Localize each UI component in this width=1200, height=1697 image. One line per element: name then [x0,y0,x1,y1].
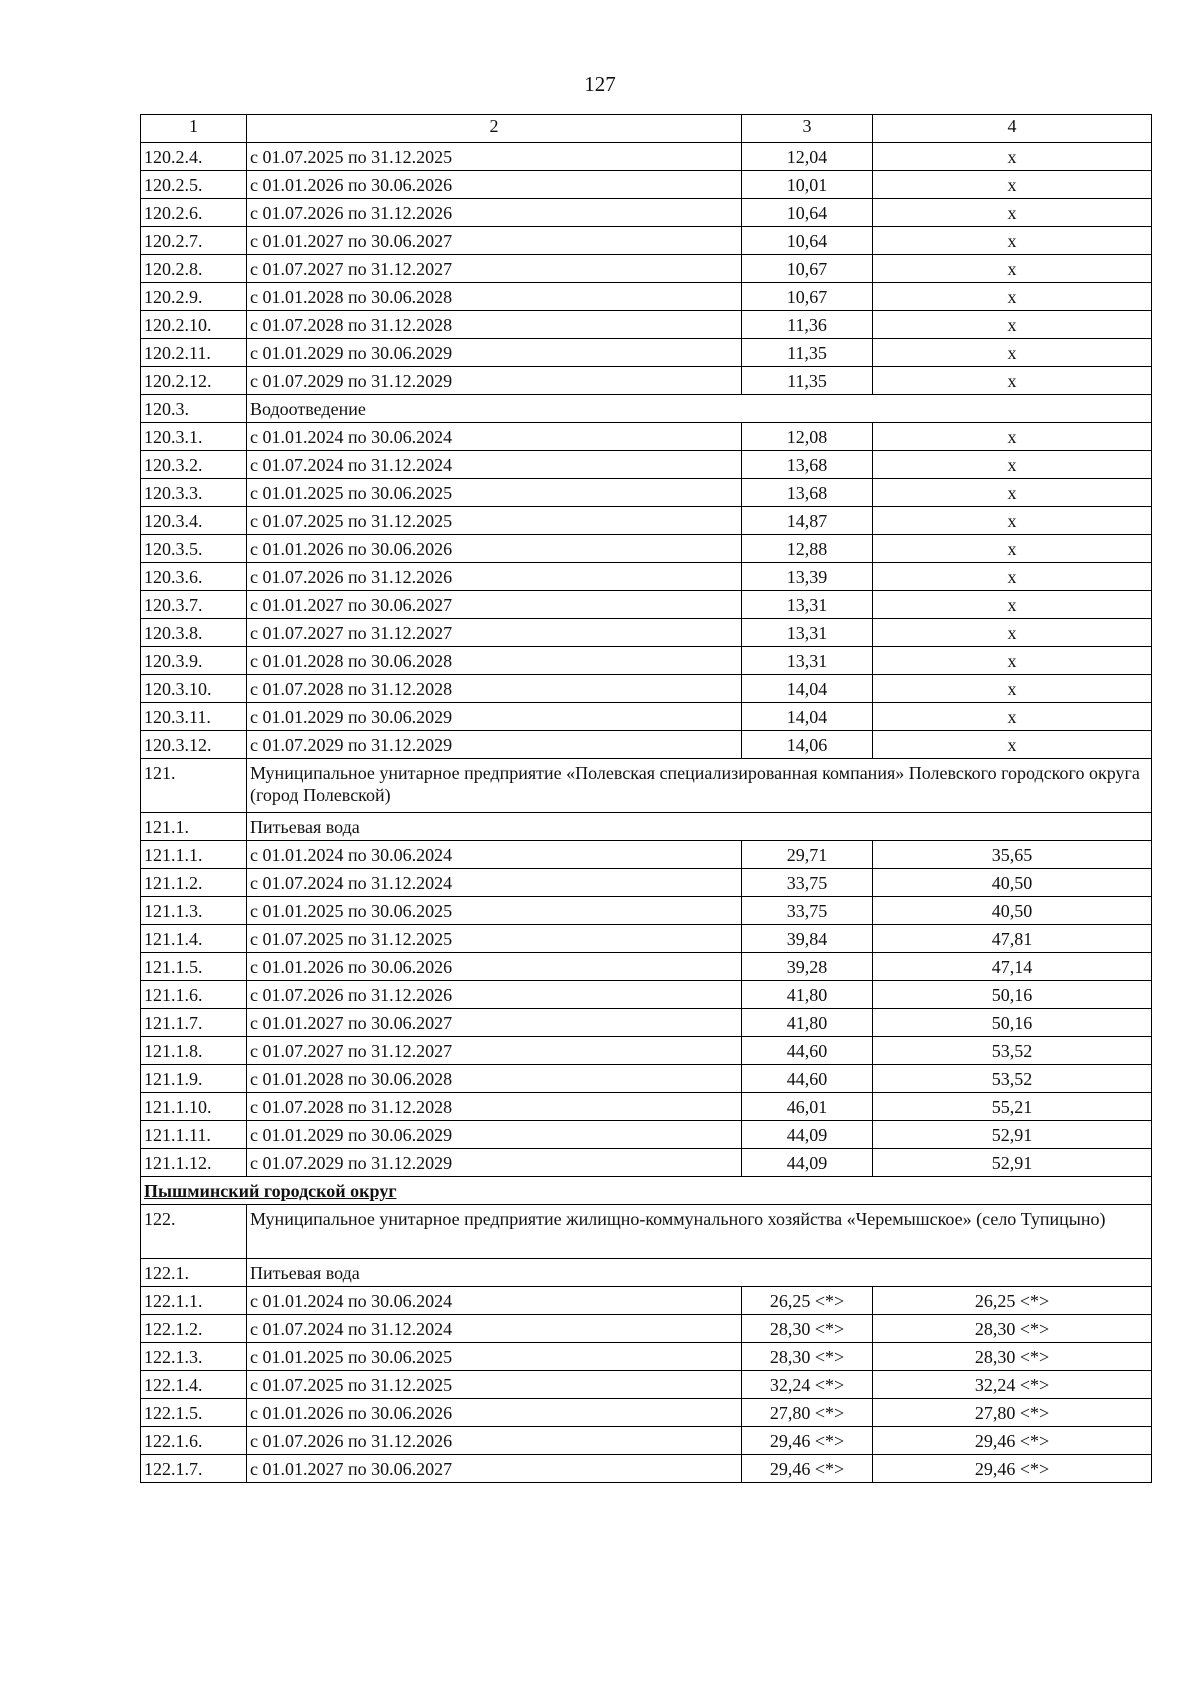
section-title-cell: Питьевая вода [247,813,1152,841]
value-cell-col3: 10,67 [742,283,873,311]
value-cell-col3: 44,60 [742,1037,873,1065]
row-number-cell: 120.3.10. [141,675,247,703]
row-number-cell: 120.3. [141,395,247,423]
header-cell: 4 [873,115,1152,143]
value-cell-col3: 13,31 [742,619,873,647]
value-cell-col4: 55,21 [873,1093,1152,1121]
section-row [141,395,1152,423]
table-row [141,451,1152,479]
organization-name-cell: Муниципальное унитарное предприятие «Полевская специализированная компания» Полевского городского округа (город Полевской) [247,759,1152,813]
period-cell: с 01.07.2025 по 31.12.2025 [247,925,742,953]
period-cell: с 01.07.2027 по 31.12.2027 [247,1037,742,1065]
table-row [141,479,1152,507]
table-row [141,1343,1152,1371]
period-cell: с 01.07.2029 по 31.12.2029 [247,731,742,759]
value-cell-col4: x [873,283,1152,311]
row-number-cell: 121.1.5. [141,953,247,981]
table-row [141,1371,1152,1399]
section-row [141,1259,1152,1287]
period-cell: с 01.07.2027 по 31.12.2027 [247,619,742,647]
value-cell-col4: 52,91 [873,1121,1152,1149]
row-number-cell: 121.1.8. [141,1037,247,1065]
value-cell-col4: x [873,143,1152,171]
table-row [141,953,1152,981]
table-row [141,283,1152,311]
period-cell: с 01.01.2024 по 30.06.2024 [247,423,742,451]
value-cell-col4: x [873,255,1152,283]
value-cell-col4: 26,25 <*> [873,1287,1152,1315]
district-name-cell: Пышминский городской округ [141,1177,1152,1205]
period-cell: с 01.01.2028 по 30.06.2028 [247,1065,742,1093]
table-row [141,1149,1152,1177]
value-cell-col4: x [873,675,1152,703]
period-cell: с 01.01.2025 по 30.06.2025 [247,897,742,925]
value-cell-col4: x [873,731,1152,759]
row-number-cell: 120.2.10. [141,311,247,339]
period-cell: с 01.07.2024 по 31.12.2024 [247,869,742,897]
row-number-cell: 122.1.4. [141,1371,247,1399]
value-cell-col4: x [873,199,1152,227]
value-cell-col3: 39,28 [742,953,873,981]
value-cell-col3: 11,35 [742,367,873,395]
row-number-cell: 121.1.11. [141,1121,247,1149]
period-cell: с 01.01.2024 по 30.06.2024 [247,841,742,869]
value-cell-col4: x [873,591,1152,619]
value-cell-col4: x [873,227,1152,255]
period-cell: с 01.07.2025 по 31.12.2025 [247,507,742,535]
table-row [141,703,1152,731]
period-cell: с 01.07.2025 по 31.12.2025 [247,1371,742,1399]
district-row [141,1177,1152,1205]
table-row [141,731,1152,759]
table-row [141,1093,1152,1121]
row-number-cell: 120.2.4. [141,143,247,171]
table-row [141,869,1152,897]
period-cell: с 01.07.2028 по 31.12.2028 [247,1093,742,1121]
value-cell-col3: 13,31 [742,591,873,619]
value-cell-col3: 14,04 [742,703,873,731]
row-number-cell: 122.1.5. [141,1399,247,1427]
table-row [141,1065,1152,1093]
table-row [141,981,1152,1009]
table-row [141,619,1152,647]
value-cell-col3: 27,80 <*> [742,1399,873,1427]
period-cell: с 01.07.2025 по 31.12.2025 [247,143,742,171]
row-number-cell: 120.3.5. [141,535,247,563]
value-cell-col3: 14,04 [742,675,873,703]
row-number-cell: 120.3.4. [141,507,247,535]
header-cell: 1 [141,115,247,143]
value-cell-col4: 50,16 [873,981,1152,1009]
row-number-cell: 121.1. [141,813,247,841]
value-cell-col3: 12,88 [742,535,873,563]
header-cell: 2 [247,115,742,143]
row-number-cell: 120.3.3. [141,479,247,507]
row-number-cell: 120.3.12. [141,731,247,759]
row-number-cell: 120.3.11. [141,703,247,731]
period-cell: с 01.07.2026 по 31.12.2026 [247,199,742,227]
period-cell: с 01.01.2029 по 30.06.2029 [247,703,742,731]
value-cell-col4: 35,65 [873,841,1152,869]
table-row [141,1121,1152,1149]
value-cell-col3: 33,75 [742,897,873,925]
row-number-cell: 121.1.7. [141,1009,247,1037]
period-cell: с 01.01.2027 по 30.06.2027 [247,591,742,619]
table-row [141,841,1152,869]
row-number-cell: 120.2.5. [141,171,247,199]
value-cell-col3: 12,08 [742,423,873,451]
row-number-cell: 120.3.8. [141,619,247,647]
value-cell-col3: 46,01 [742,1093,873,1121]
value-cell-col3: 29,71 [742,841,873,869]
header-cell: 3 [742,115,873,143]
period-cell: с 01.07.2026 по 31.12.2026 [247,563,742,591]
value-cell-col3: 33,75 [742,869,873,897]
row-number-cell: 120.2.11. [141,339,247,367]
period-cell: с 01.01.2027 по 30.06.2027 [247,1455,742,1483]
section-title-cell: Питьевая вода [247,1259,1152,1287]
table-row [141,1009,1152,1037]
table-row [141,423,1152,451]
period-cell: с 01.07.2024 по 31.12.2024 [247,451,742,479]
value-cell-col3: 44,60 [742,1065,873,1093]
value-cell-col3: 41,80 [742,981,873,1009]
period-cell: с 01.07.2028 по 31.12.2028 [247,675,742,703]
row-number-cell: 121.1.10. [141,1093,247,1121]
row-number-cell: 121.1.1. [141,841,247,869]
table-row [141,339,1152,367]
value-cell-col4: x [873,479,1152,507]
row-number-cell: 120.2.6. [141,199,247,227]
period-cell: с 01.07.2026 по 31.12.2026 [247,981,742,1009]
value-cell-col3: 41,80 [742,1009,873,1037]
table-row [141,1287,1152,1315]
value-cell-col3: 39,84 [742,925,873,953]
table-row [141,227,1152,255]
value-cell-col3: 13,68 [742,479,873,507]
value-cell-col4: 27,80 <*> [873,1399,1152,1427]
table-row [141,675,1152,703]
row-number-cell: 120.3.2. [141,451,247,479]
period-cell: с 01.07.2029 по 31.12.2029 [247,367,742,395]
value-cell-col3: 26,25 <*> [742,1287,873,1315]
period-cell: с 01.01.2028 по 30.06.2028 [247,283,742,311]
period-cell: с 01.01.2027 по 30.06.2027 [247,227,742,255]
row-number-cell: 121.1.12. [141,1149,247,1177]
table-row [141,171,1152,199]
table-row [141,255,1152,283]
table-row [141,199,1152,227]
row-number-cell: 120.3.9. [141,647,247,675]
period-cell: с 01.07.2026 по 31.12.2026 [247,1427,742,1455]
value-cell-col4: 40,50 [873,869,1152,897]
table-row [141,535,1152,563]
value-cell-col4: x [873,339,1152,367]
page-number: 127 [584,72,616,96]
value-cell-col3: 32,24 <*> [742,1371,873,1399]
value-cell-col4: x [873,647,1152,675]
period-cell: с 01.01.2025 по 30.06.2025 [247,479,742,507]
value-cell-col3: 29,46 <*> [742,1455,873,1483]
row-number-cell: 122. [141,1205,247,1259]
value-cell-col3: 14,06 [742,731,873,759]
section-title-cell: Водоотведение [247,395,1152,423]
value-cell-col4: 53,52 [873,1065,1152,1093]
row-number-cell: 120.2.7. [141,227,247,255]
value-cell-col4: 47,81 [873,925,1152,953]
value-cell-col4: 29,46 <*> [873,1427,1152,1455]
table-row [141,1427,1152,1455]
period-cell: с 01.07.2027 по 31.12.2027 [247,255,742,283]
table-row [141,367,1152,395]
value-cell-col4: x [873,703,1152,731]
value-cell-col3: 10,64 [742,199,873,227]
period-cell: с 01.01.2026 по 30.06.2026 [247,535,742,563]
value-cell-col3: 28,30 <*> [742,1343,873,1371]
row-number-cell: 120.2.8. [141,255,247,283]
period-cell: с 01.01.2026 по 30.06.2026 [247,171,742,199]
row-number-cell: 120.2.9. [141,283,247,311]
row-number-cell: 121.1.9. [141,1065,247,1093]
row-number-cell: 122.1.7. [141,1455,247,1483]
value-cell-col4: x [873,563,1152,591]
value-cell-col4: 50,16 [873,1009,1152,1037]
table-row [141,925,1152,953]
table-row [141,1315,1152,1343]
value-cell-col4: 47,14 [873,953,1152,981]
table-row [141,1037,1152,1065]
value-cell-col3: 28,30 <*> [742,1315,873,1343]
value-cell-col3: 10,67 [742,255,873,283]
row-number-cell: 121.1.6. [141,981,247,1009]
value-cell-col4: x [873,423,1152,451]
organization-name-cell: Муниципальное унитарное предприятие жилищно-коммунального хозяйства «Черемышское» (село Тупицыно) [247,1205,1152,1259]
table-row [141,647,1152,675]
row-number-cell: 121. [141,759,247,813]
value-cell-col4: x [873,451,1152,479]
period-cell: с 01.01.2028 по 30.06.2028 [247,647,742,675]
table-row [141,1399,1152,1427]
period-cell: с 01.01.2029 по 30.06.2029 [247,339,742,367]
table-header-row [141,115,1152,143]
value-cell-col4: 32,24 <*> [873,1371,1152,1399]
value-cell-col3: 12,04 [742,143,873,171]
period-cell: с 01.01.2026 по 30.06.2026 [247,953,742,981]
row-number-cell: 120.3.7. [141,591,247,619]
period-cell: с 01.01.2025 по 30.06.2025 [247,1343,742,1371]
value-cell-col3: 44,09 [742,1149,873,1177]
row-number-cell: 122.1.2. [141,1315,247,1343]
organization-row [141,1205,1152,1259]
value-cell-col4: x [873,171,1152,199]
value-cell-col4: x [873,507,1152,535]
period-cell: с 01.01.2024 по 30.06.2024 [247,1287,742,1315]
value-cell-col3: 13,68 [742,451,873,479]
value-cell-col4: 40,50 [873,897,1152,925]
value-cell-col4: x [873,311,1152,339]
table-row [141,507,1152,535]
row-number-cell: 121.1.4. [141,925,247,953]
value-cell-col3: 13,39 [742,563,873,591]
table-row [141,311,1152,339]
value-cell-col3: 11,35 [742,339,873,367]
table-row [141,1455,1152,1483]
value-cell-col3: 11,36 [742,311,873,339]
row-number-cell: 122.1.3. [141,1343,247,1371]
row-number-cell: 122.1.1. [141,1287,247,1315]
value-cell-col3: 10,64 [742,227,873,255]
value-cell-col4: 28,30 <*> [873,1343,1152,1371]
period-cell: с 01.07.2028 по 31.12.2028 [247,311,742,339]
period-cell: с 01.01.2029 по 30.06.2029 [247,1121,742,1149]
table-row [141,143,1152,171]
period-cell: с 01.01.2027 по 30.06.2027 [247,1009,742,1037]
organization-row [141,759,1152,813]
row-number-cell: 122.1. [141,1259,247,1287]
tariff-table [140,114,1152,1483]
value-cell-col3: 44,09 [742,1121,873,1149]
section-row [141,813,1152,841]
row-number-cell: 122.1.6. [141,1427,247,1455]
value-cell-col4: 29,46 <*> [873,1455,1152,1483]
row-number-cell: 120.2.12. [141,367,247,395]
value-cell-col3: 14,87 [742,507,873,535]
value-cell-col4: x [873,535,1152,563]
row-number-cell: 121.1.2. [141,869,247,897]
table-row [141,591,1152,619]
value-cell-col4: x [873,619,1152,647]
value-cell-col4: 53,52 [873,1037,1152,1065]
value-cell-col3: 10,01 [742,171,873,199]
value-cell-col3: 13,31 [742,647,873,675]
period-cell: с 01.07.2024 по 31.12.2024 [247,1315,742,1343]
table-row [141,563,1152,591]
value-cell-col3: 29,46 <*> [742,1427,873,1455]
value-cell-col4: 28,30 <*> [873,1315,1152,1343]
table-row [141,897,1152,925]
row-number-cell: 120.3.1. [141,423,247,451]
period-cell: с 01.01.2026 по 30.06.2026 [247,1399,742,1427]
value-cell-col4: 52,91 [873,1149,1152,1177]
value-cell-col4: x [873,367,1152,395]
row-number-cell: 121.1.3. [141,897,247,925]
row-number-cell: 120.3.6. [141,563,247,591]
period-cell: с 01.07.2029 по 31.12.2029 [247,1149,742,1177]
